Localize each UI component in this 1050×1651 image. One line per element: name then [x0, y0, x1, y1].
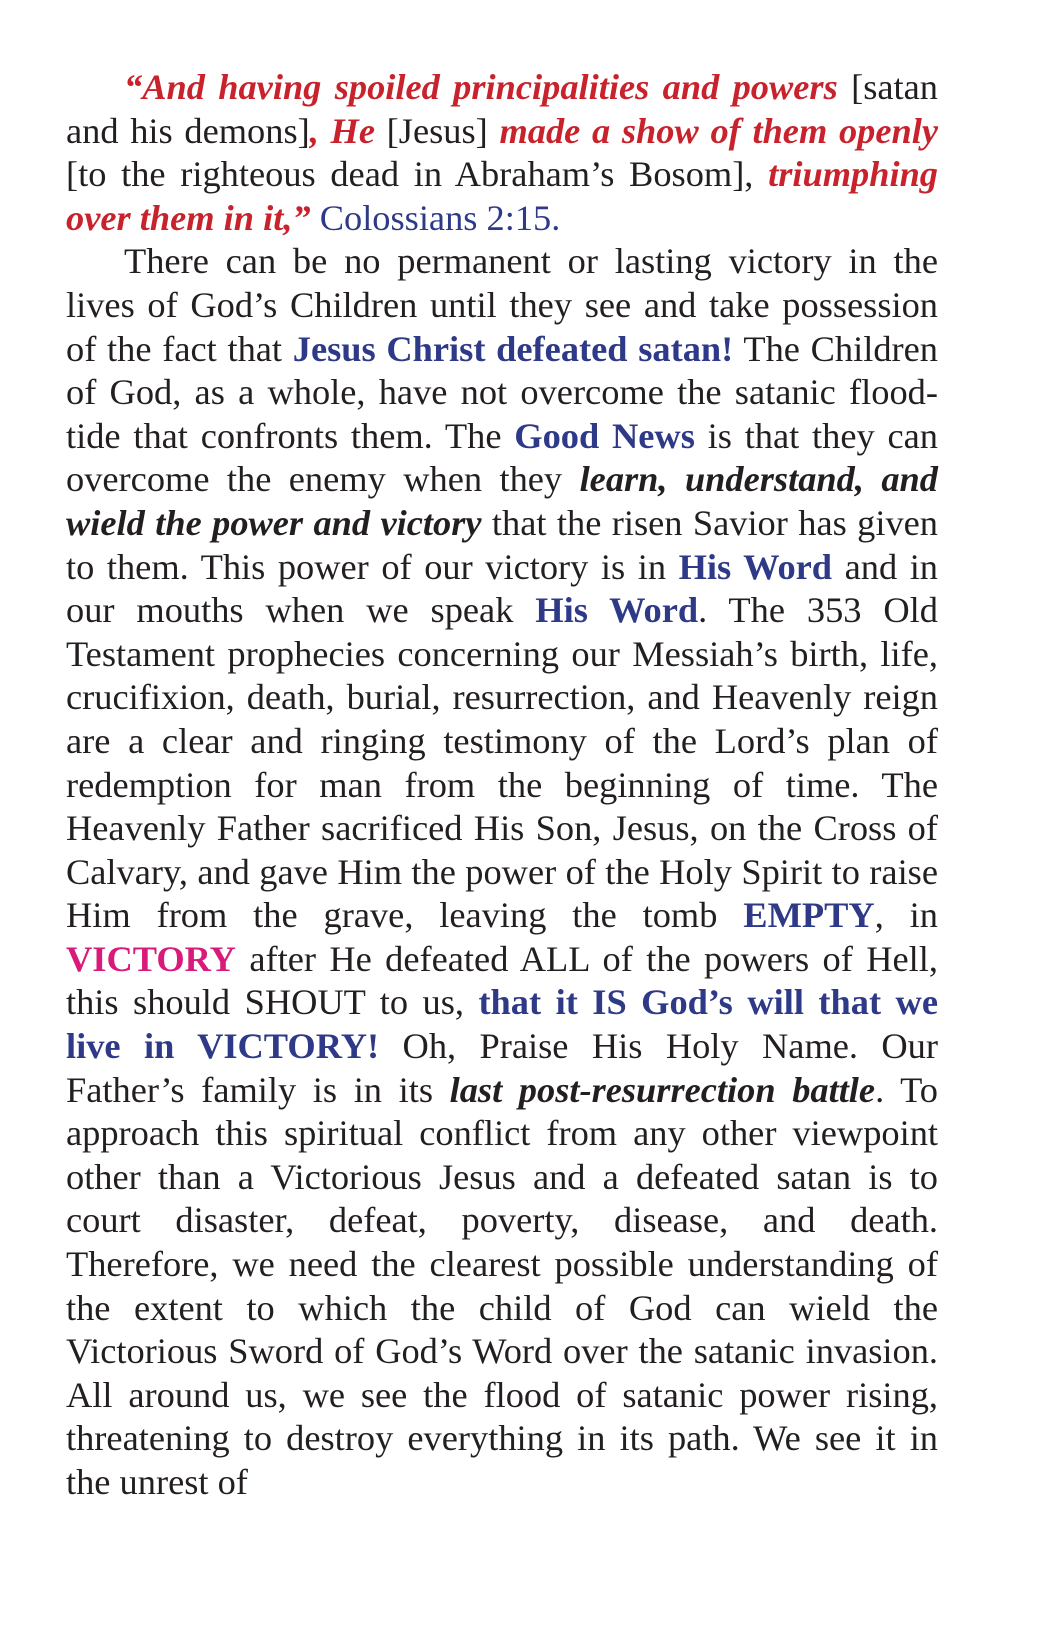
body-text: after He defeated ALL of the powers of Hell, this should SHOUT to us,: [66, 938, 938, 1023]
body-text: There can be no permanent or lasting victory in the lives of God’s Children until they see and take possession of the fact that: [66, 241, 938, 369]
body-text: . The 353 Old Testament prophecies concerning our Messiah’s birth, life, crucifixion, death, burial, resurrection, and Heavenly reign are a clear and ringing testimony of the Lord’s plan of redemption for man from the beginning of time. The Heavenly Father sacrificed His Son, Jesus, on the Cross of Calvary, and gave Him the power of the Holy Spirit to raise Him from the grave, leaving the tomb: [66, 590, 938, 936]
quote-text: “And having spoiled principalities and powers: [124, 67, 838, 107]
emphasis-text: learn, understand, and wield the power and victory: [66, 459, 938, 543]
body-text: is that they can overcome the enemy when they: [66, 415, 938, 500]
body-text: . To approach this spiritual conflict from any other viewpoint other than a Victorious Jesus and a defeated satan is to court disaster, defeat, poverty, disease, and death. Therefore, we need the clearest possible understanding of the extent to which the child of God can wield the Victorious Sword of God’s Word over the satanic invasion. All around us, we see the flood of satanic power rising, threatening to destroy everything in its path. We see it in the unrest of: [66, 1069, 938, 1502]
body-paragraph: [66, 240, 938, 1504]
body-text: The Children of God, as a whole, have not overcome the satanic flood-tide that confronts them. The: [66, 328, 938, 456]
emphasis-text: Good News: [514, 415, 695, 456]
body-text: , in: [874, 895, 938, 936]
emphasis-text: Jesus Christ defeated satan!: [292, 328, 734, 369]
quote-text: , He: [309, 110, 375, 151]
quote-text: triumphing over them in it,”: [66, 154, 938, 238]
emphasis-text: His Word: [535, 590, 699, 631]
bracket-note: [to the righteous dead in Abraham’s Bosom],: [66, 154, 769, 195]
bracket-note: [Jesus]: [374, 110, 500, 151]
body-text: and in our mouths when we speak: [66, 546, 938, 631]
emphasis-text: VICTORY: [66, 938, 236, 979]
body-text: Oh, Praise His Holy Name. Our Father’s family is in its: [66, 1026, 938, 1110]
body-text: that the risen Savior has given to them. This power of our victory is in: [66, 502, 939, 587]
emphasis-text: last post-resurrection battle: [449, 1069, 876, 1110]
page-content: [66, 66, 938, 1505]
quote-text: made a show of them openly: [499, 110, 939, 151]
bracket-note: [satan and his demons]: [66, 67, 938, 151]
emphasis-text: His Word: [678, 546, 833, 587]
emphasis-text: that it IS God’s will that we live in VICTORY!: [66, 982, 938, 1067]
scripture-reference: Colossians 2:15.: [310, 197, 561, 238]
scripture-quote-paragraph: [66, 66, 938, 240]
emphasis-text: EMPTY: [743, 895, 875, 936]
